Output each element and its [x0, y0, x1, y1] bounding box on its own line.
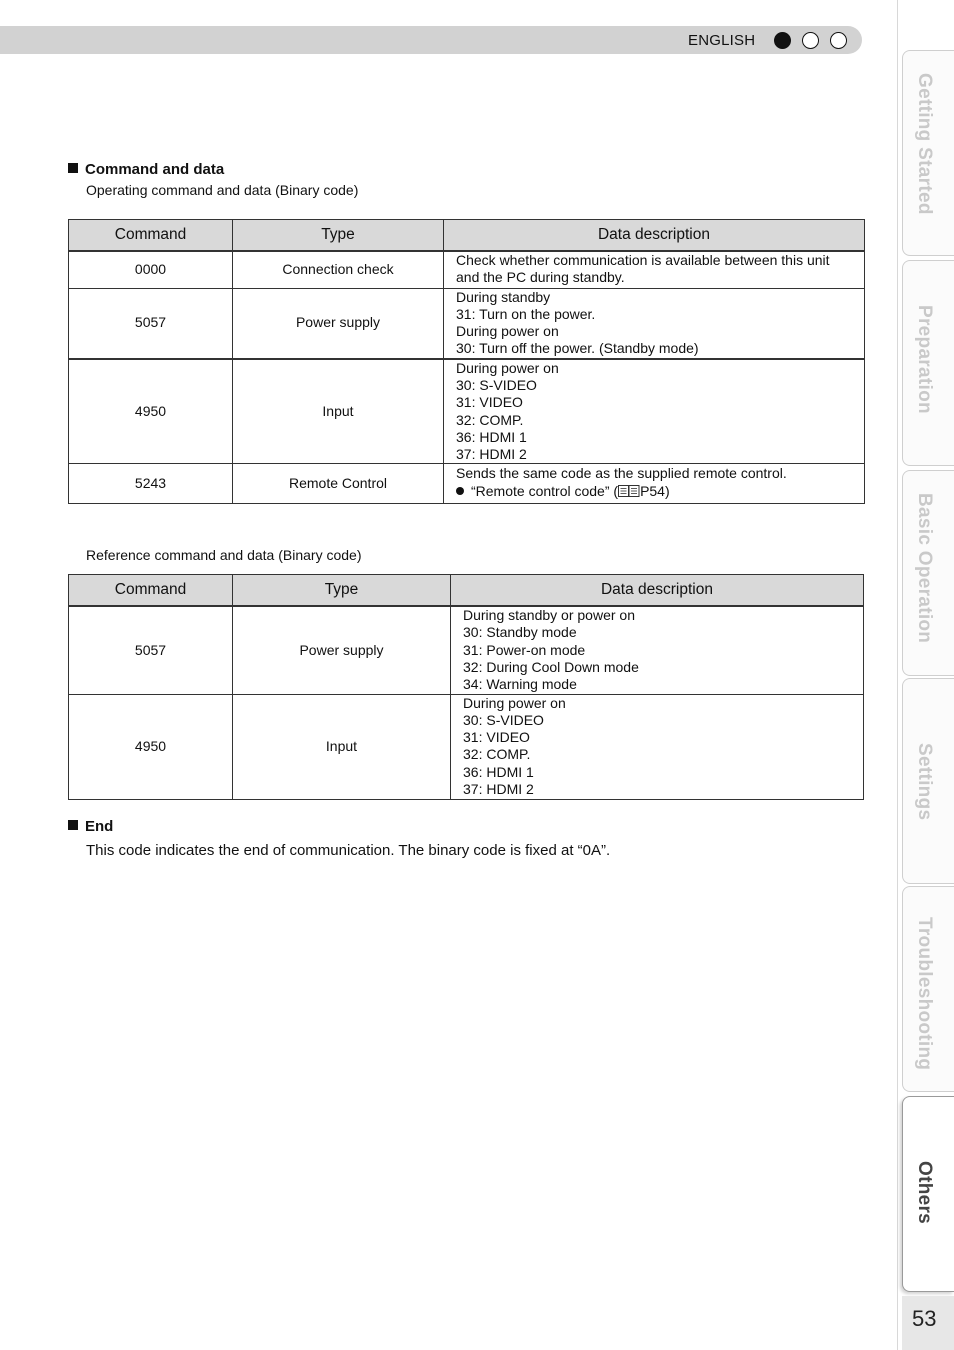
type-cell: Input — [233, 359, 444, 464]
description-cell — [444, 359, 865, 464]
description-line: 36: HDMI 1 — [463, 763, 534, 780]
description-line: 30: S-VIDEO — [456, 376, 537, 393]
command-cell: 5057 — [69, 606, 233, 694]
operating-command-table — [68, 219, 865, 504]
book-icon — [618, 485, 640, 497]
description-line: 32: COMP. — [456, 411, 524, 428]
description-line: and the PC during standby. — [456, 269, 625, 286]
description-cell — [444, 464, 865, 504]
type-cell: Connection check — [233, 251, 444, 288]
page-number: 53 — [912, 1306, 937, 1331]
column-header: Type — [233, 575, 451, 607]
type-cell: Power supply — [233, 288, 444, 359]
reference-command-caption: Reference command and data (Binary code) — [86, 547, 362, 563]
description-line: During power on — [456, 359, 559, 376]
square-bullet-icon — [68, 820, 78, 830]
cross-reference-text: “Remote control code” ( — [471, 482, 619, 499]
description-line: During power on — [463, 694, 566, 711]
column-header: Data description — [451, 575, 864, 607]
description-line: 34: Warning mode — [463, 676, 577, 693]
type-cell: Power supply — [233, 606, 451, 694]
side-tab-label: Troubleshooting — [914, 917, 935, 1071]
heading-text: End — [85, 818, 114, 835]
description-line: 37: HDMI 2 — [463, 780, 534, 797]
side-edge-line — [897, 0, 898, 1350]
table-row — [69, 606, 864, 694]
command-and-data-heading — [68, 161, 224, 178]
side-tab-label: Preparation — [914, 305, 935, 414]
table-row — [69, 694, 864, 799]
command-cell: 5057 — [69, 288, 233, 359]
description-line: 30: Standby mode — [463, 624, 577, 641]
description-line: 37: HDMI 2 — [456, 446, 527, 463]
table-row — [69, 464, 865, 504]
description-line: 30: Turn off the power. (Standby mode) — [456, 340, 699, 357]
side-tab-label: Settings — [914, 743, 935, 821]
type-cell: Input — [233, 694, 451, 799]
description-line: 32: During Cool Down mode — [463, 658, 639, 675]
description-line: Sends the same code as the supplied remote control. — [456, 465, 787, 482]
side-tab-others[interactable] — [902, 1096, 954, 1292]
cross-reference[interactable] — [456, 483, 856, 500]
command-cell: 0000 — [69, 251, 233, 288]
description-cell — [444, 288, 865, 359]
description-line: 36: HDMI 1 — [456, 428, 527, 445]
bullet-icon — [456, 487, 464, 495]
description-line: 30: S-VIDEO — [463, 711, 544, 728]
command-cell: 4950 — [69, 359, 233, 464]
column-header: Data description — [444, 220, 865, 252]
description-line: 31: Turn on the power. — [456, 305, 596, 322]
column-header: Command — [69, 220, 233, 252]
description-line: 31: VIDEO — [456, 394, 523, 411]
side-tab-troubleshooting[interactable] — [902, 886, 954, 1092]
description-line: 32: COMP. — [463, 746, 531, 763]
description-line: During standby — [456, 288, 551, 305]
description-line: During standby or power on — [463, 607, 635, 623]
description-line: Check whether communication is available between this unit — [456, 252, 830, 268]
language-indicator-filled-icon — [774, 32, 791, 49]
table-header-row — [69, 220, 865, 252]
command-cell: 5243 — [69, 464, 233, 504]
command-cell: 4950 — [69, 694, 233, 799]
description-line: 31: VIDEO — [463, 729, 530, 746]
cross-reference-page: P54) — [640, 482, 670, 499]
square-bullet-icon — [68, 163, 78, 173]
end-heading — [68, 818, 113, 835]
description-line: During power on — [456, 323, 559, 340]
language-indicator-empty-icon — [830, 32, 847, 49]
language-label: ENGLISH — [688, 32, 756, 49]
side-tab-getting-started[interactable] — [902, 50, 954, 256]
reference-command-table — [68, 574, 864, 800]
table-row — [69, 251, 865, 288]
side-tab-basic-operation[interactable] — [902, 470, 954, 676]
side-tab-settings[interactable] — [902, 678, 954, 884]
language-indicator-empty-icon — [802, 32, 819, 49]
description-cell — [451, 606, 864, 694]
column-header: Command — [69, 575, 233, 607]
table-header-row — [69, 575, 864, 607]
type-cell: Remote Control — [233, 464, 444, 504]
end-description: This code indicates the end of communication. The binary code is fixed at “0A”. — [86, 842, 611, 859]
column-header: Type — [233, 220, 444, 252]
side-tab-label: Getting Started — [914, 73, 935, 215]
side-tab-label: Others — [914, 1161, 935, 1225]
table-row — [69, 288, 865, 359]
description-cell — [444, 251, 865, 288]
side-tab-preparation[interactable] — [902, 260, 954, 466]
side-tab-label: Basic Operation — [914, 493, 935, 644]
description-line: 31: Power-on mode — [463, 641, 586, 658]
operating-command-caption: Operating command and data (Binary code) — [86, 182, 359, 198]
table-row — [69, 359, 865, 464]
description-cell — [451, 694, 864, 799]
heading-text: Command and data — [85, 161, 225, 178]
